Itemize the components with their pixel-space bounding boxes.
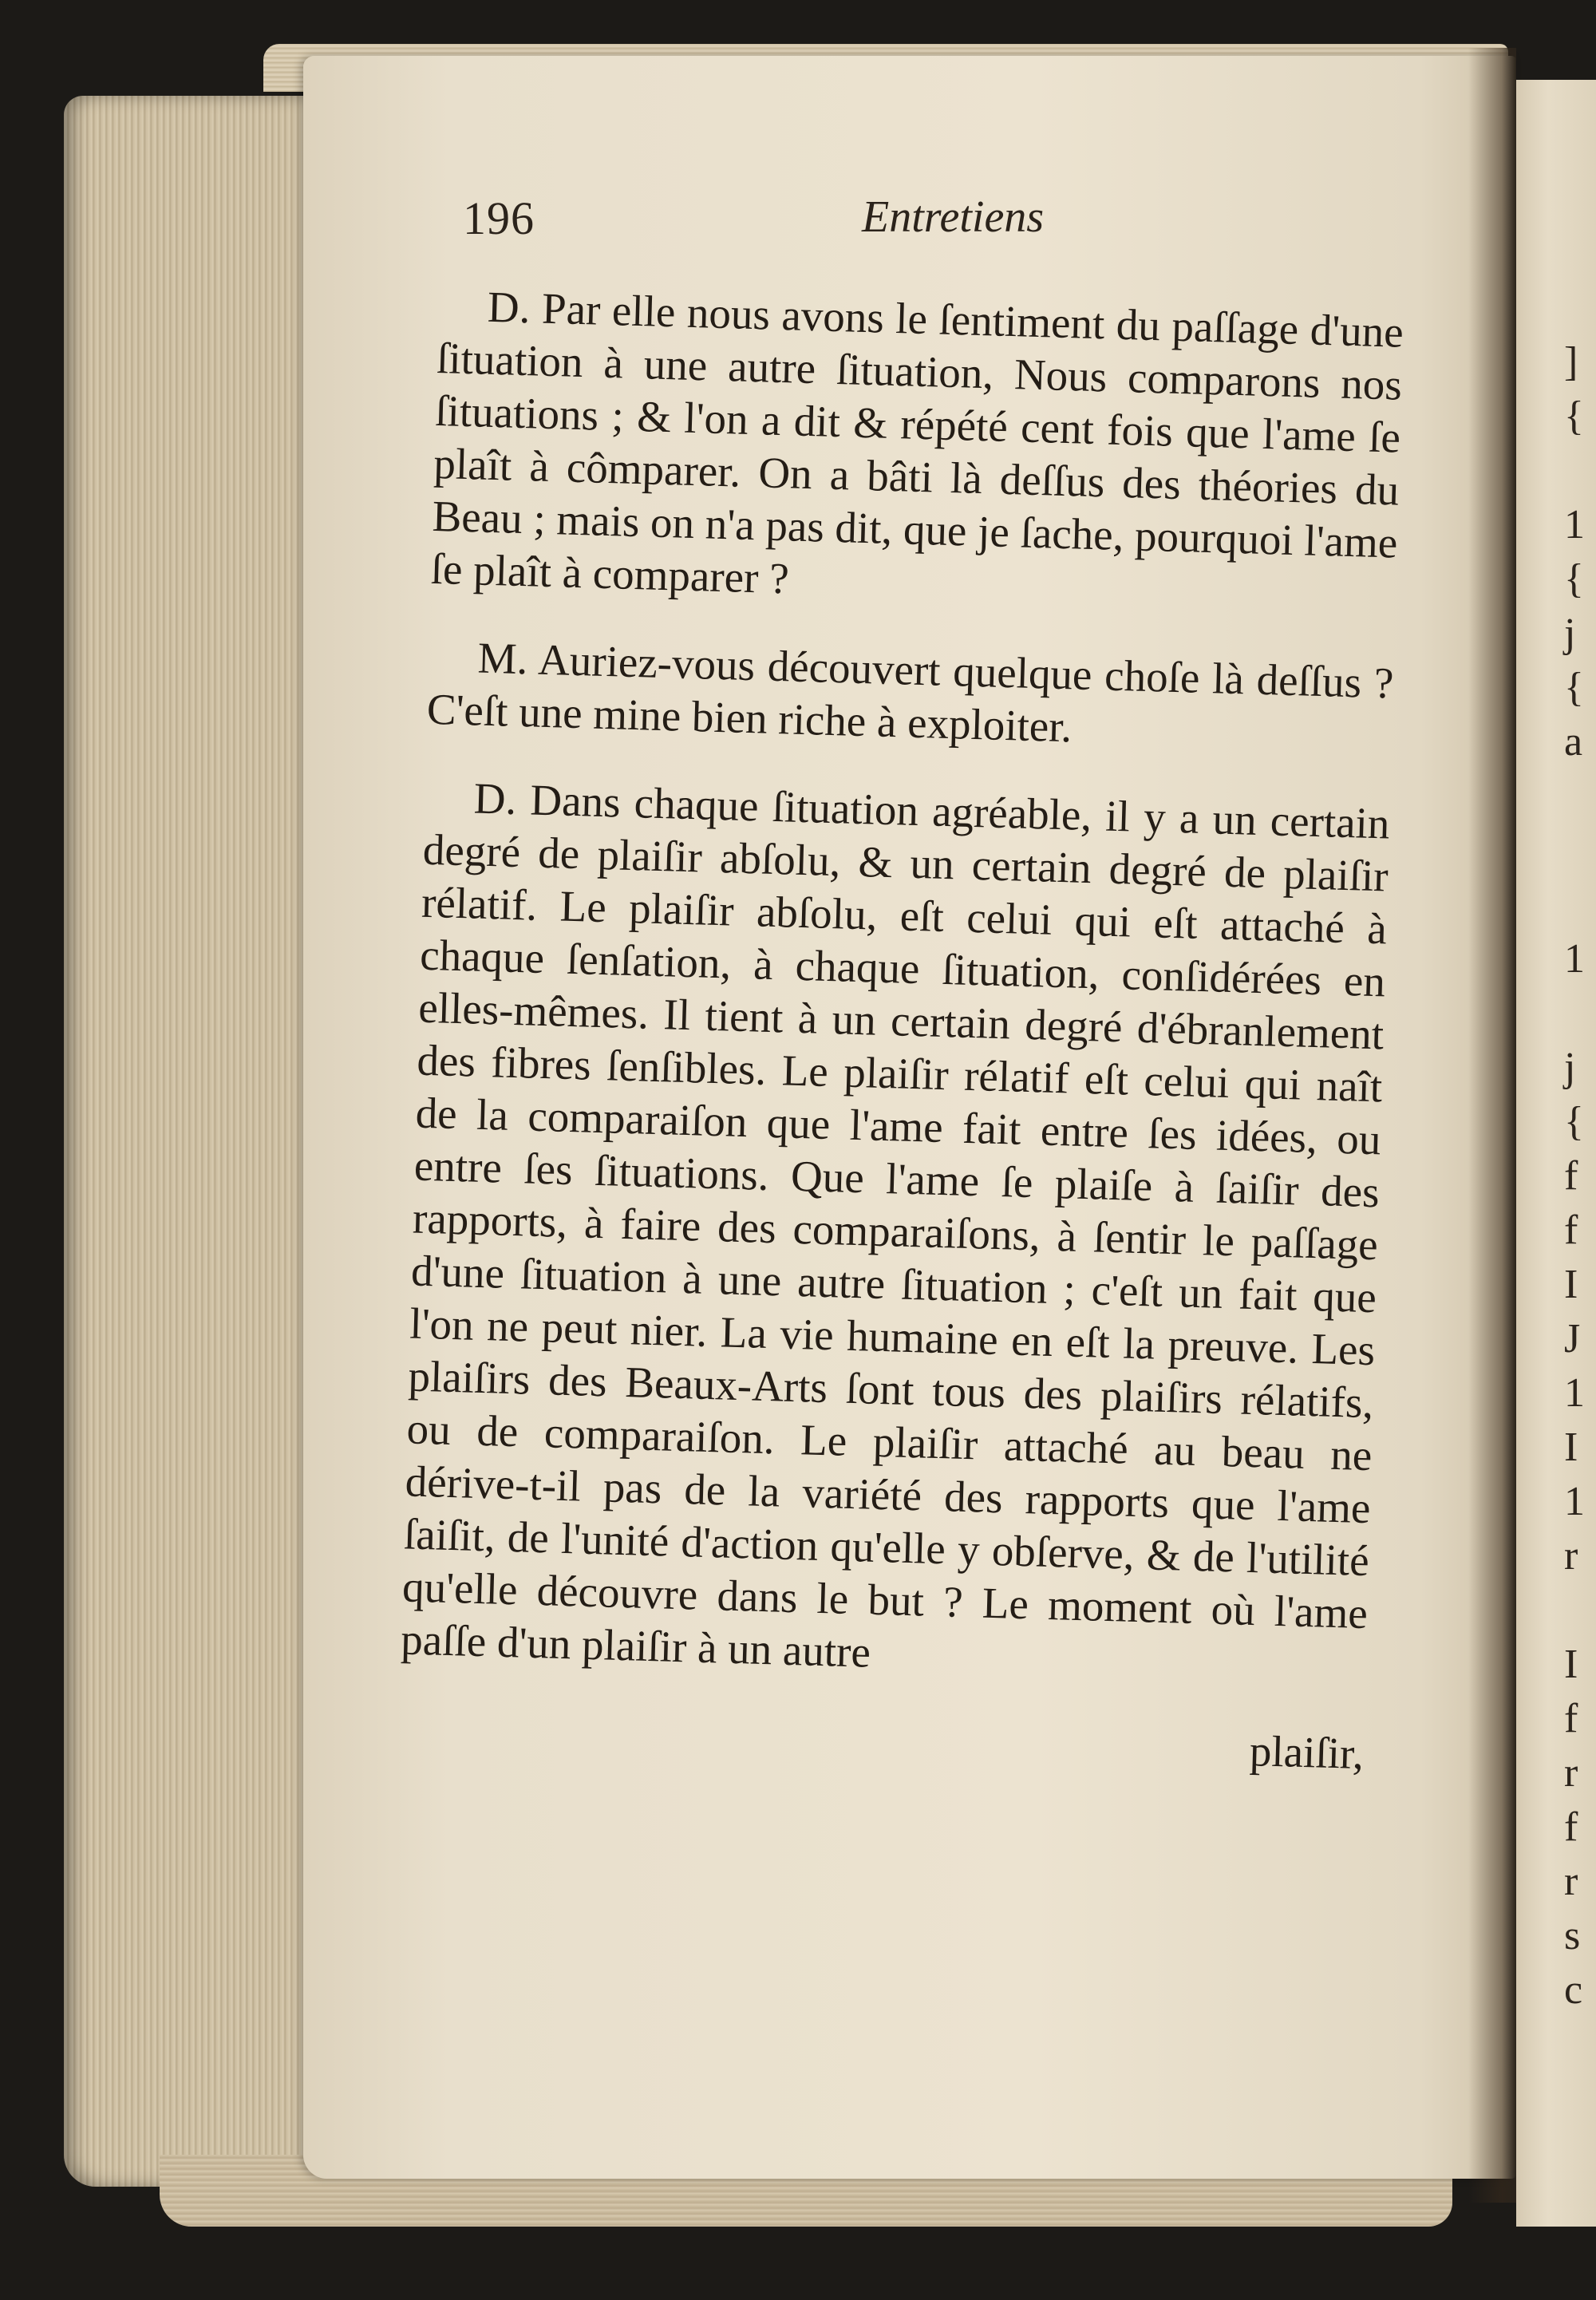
paragraph-1: D. Par elle nous avons le ſentiment du paſſage d'une ſituation à une autre ſituation, Nous comparons nos ſituations ; & l'on a dit & répété cent fois que l'ame ſe plaît à cômparer. On a bâti là deſſus des théories du Beau ; mais on n'a pas dit, que je ſache, pourquoi l'ame ſe plaît à comparer ? <box>430 282 1404 603</box>
left-page-edges <box>64 96 327 2187</box>
running-title: Entretiens <box>862 192 1045 242</box>
gutter-shadow <box>1468 48 1516 2203</box>
facing-page-fragments: ] { 1 { j { a 1 j { f f I J 1 I 1 r I f r f r s c <box>1564 339 1585 2013</box>
text-block <box>397 279 1404 1780</box>
page-number: 196 <box>463 192 535 244</box>
paragraph-3: D. Dans chaque ſituation agréable, il y a un certain degré de plaiſir abſolu, & un certain degré de plaiſir rélatif. Le plaiſir abſolu, eſt celui qui eſt attaché à chaque ſenſation, à chaque ſituation, conſidérées en elles-mêmes. Il tient à un certain degré d'ébranlement des fibres ſenſibles. Le plaiſir rélatif eſt celui qui naît de la comparaiſon que l'ame fait entre ſes idées, ou entre ſes ſituations. Que l'ame ſe plaiſe à ſaiſir des rapports, à faire des comparaiſons, à ſentir le paſſage d'une ſituation à une autre ſituation ; c'eſt un fait que l'on ne peut nier. La vie humaine en eſt la preuve. Les plaiſirs des Beaux-Arts ſont tous des plaiſirs rélatifs, ou de comparaiſon. Le plaiſir attaché au beau ne dérive-t-il pas de la variété des rapports que l'ame ſaiſit, de l'unité d'action qu'elle y obſerve, & de l'utilité qu'elle découvre dans le but ? Le moment où l'ame paſſe d'un plaiſir à un autre <box>400 773 1391 1677</box>
book-page <box>303 56 1516 2179</box>
paragraph-2: M. Auriez-vous découvert quelque choſe là deſſus ? C'eſt une mine bien riche à exploiter. <box>426 633 1395 752</box>
catchword: plaiſir, <box>1249 1726 1365 1779</box>
